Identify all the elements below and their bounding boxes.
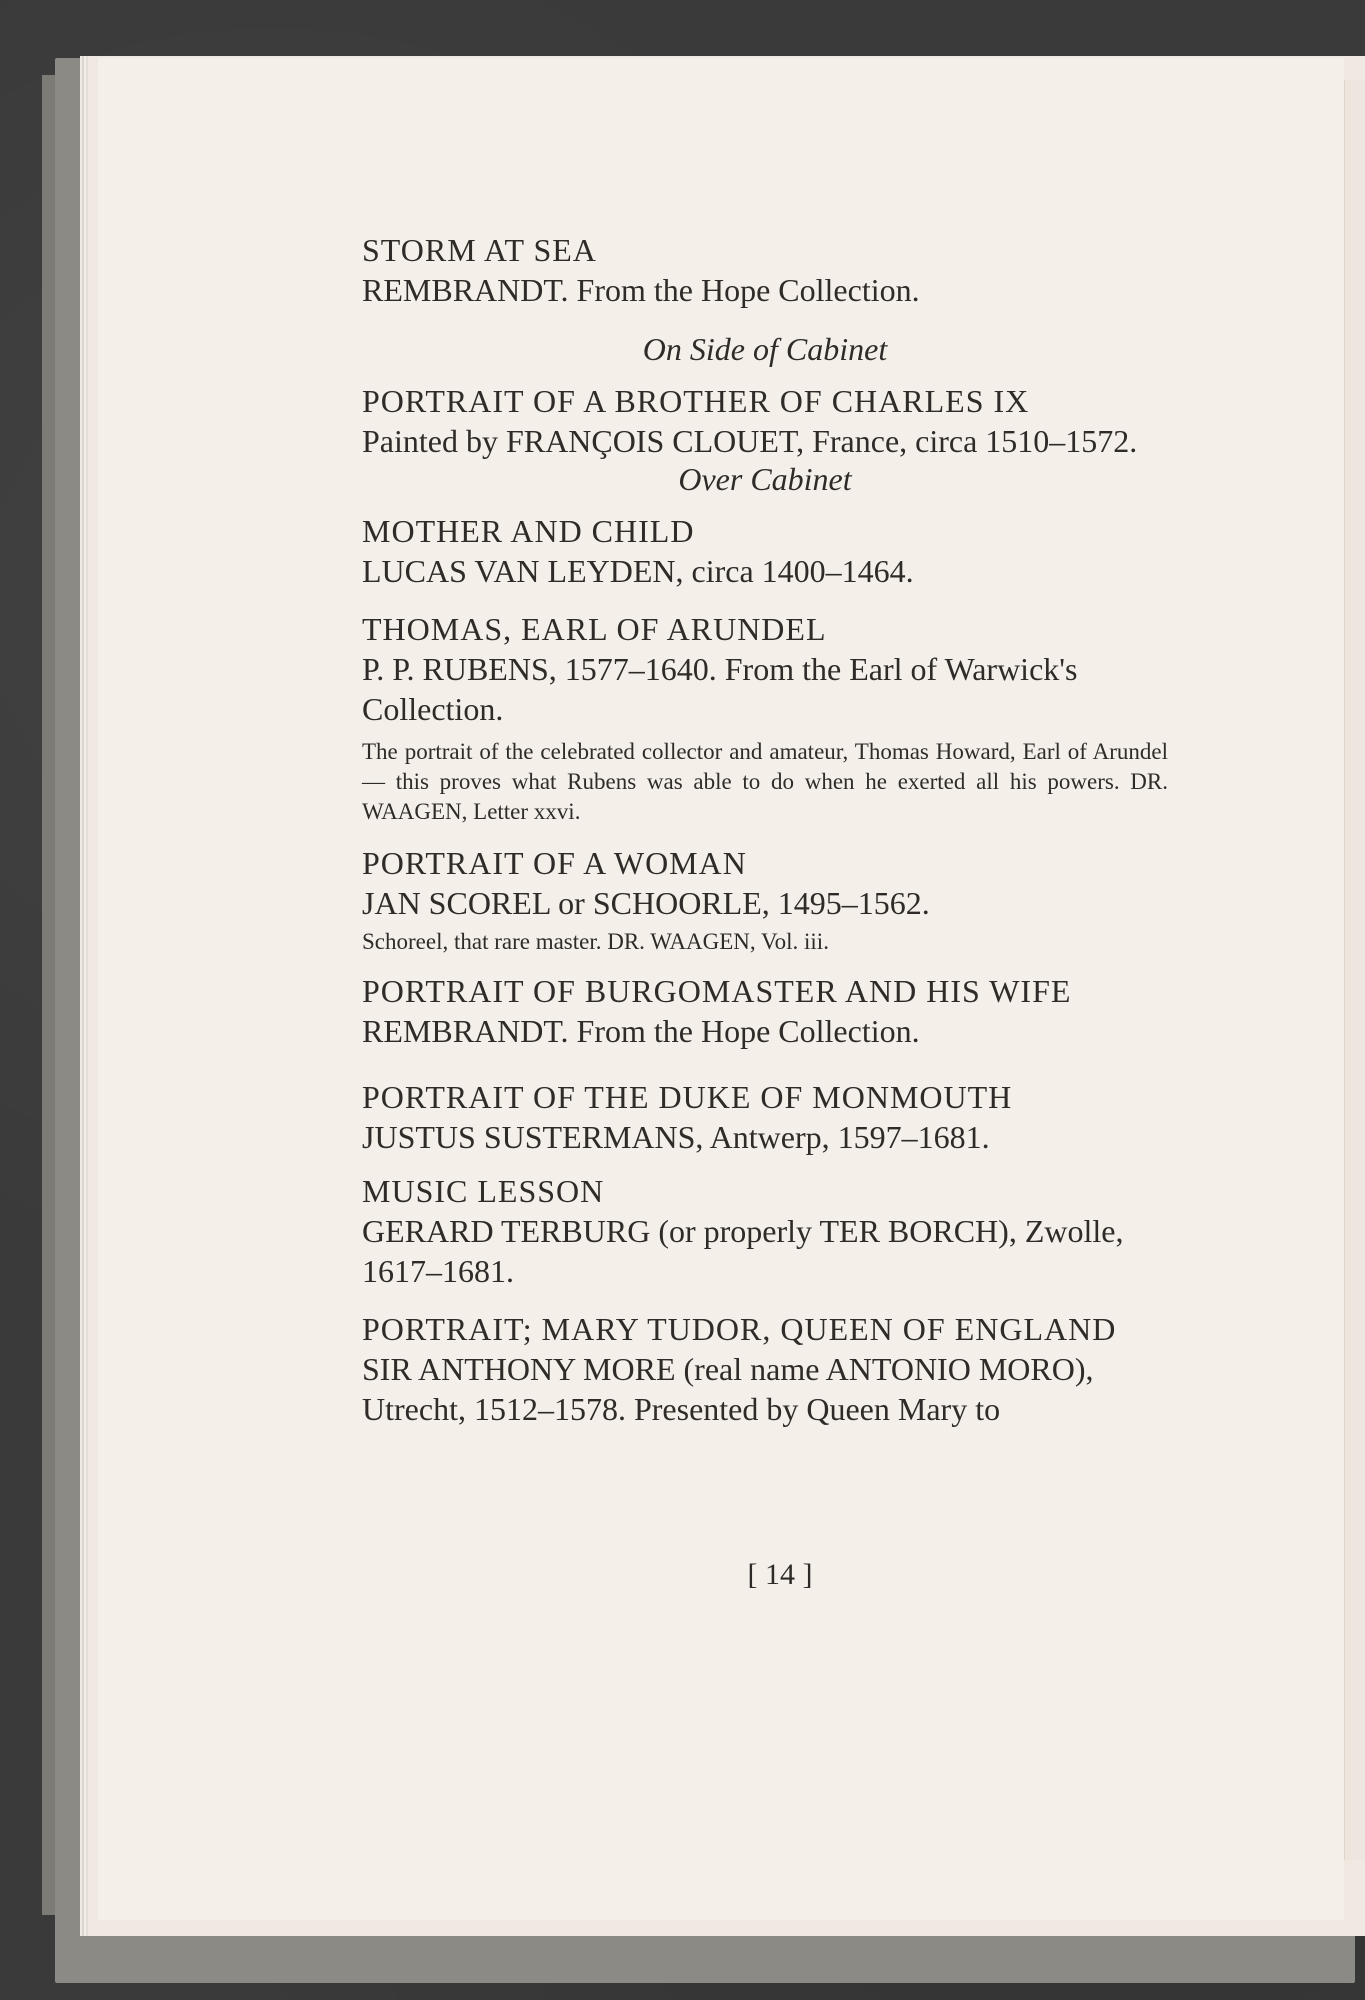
entry-title: STORM AT SEA [362,232,597,268]
entry-title: MUSIC LESSON [362,1173,605,1209]
entry-attribution: LUCAS VAN LEYDEN, circa 1400–1464. [362,553,914,589]
entry-attribution: JAN SCOREL or SCHOORLE, 1495–1562. [362,885,930,921]
entry-title: THOMAS, EARL OF ARUNDEL [362,611,827,647]
entry-attribution: Painted by FRANÇOIS CLOUET, France, circa 1510–1572. [362,423,1138,459]
entry-attribution: GERARD TERBURG (or properly TER BORCH), Zwolle, 1617–1681. [362,1213,1124,1289]
entry-note: The portrait of the celebrated collector and amateur, Thomas Howard, Earl of Arundel — this proves what Rubens was able to do when he exerted all his powers. DR. WAAGEN, Letter xxvi. [362,739,1168,824]
entry-attribution: REMBRANDT. From the Hope Collection. [362,1013,920,1049]
entry-title: PORTRAIT OF BURGOMASTER AND HIS WIFE [362,973,1072,1009]
entry-attribution: JUSTUS SUSTERMANS, Antwerp, 1597–1681. [362,1119,990,1155]
section-heading: Over Cabinet [678,461,852,497]
catalogue-text [362,230,1168,1429]
facing-page-edge [1344,80,1365,1860]
page-number: [ 14 ] [747,1558,813,1591]
entry-title: PORTRAIT OF THE DUKE OF MONMOUTH [362,1079,1013,1115]
entry-attribution: SIR ANTHONY MORE (real name ANTONIO MORO), Utrecht, 1512–1578. Presented by Queen Mary to [362,1351,1094,1427]
entry-title: PORTRAIT OF A WOMAN [362,845,747,881]
entry-title: MOTHER AND CHILD [362,513,695,549]
section-heading: On Side of Cabinet [642,331,888,367]
entry-title: PORTRAIT; MARY TUDOR, QUEEN OF ENGLAND [362,1311,1117,1347]
entry-note: Schoreel, that rare master. DR. WAAGEN, Vol. iii. [362,929,829,954]
entry-attribution: REMBRANDT. From the Hope Collection. [362,272,920,308]
entry-title: PORTRAIT OF A BROTHER OF CHARLES IX [362,383,1030,419]
entry-attribution: P. P. RUBENS, 1577–1640. From the Earl of Warwick's Collection. [362,651,1078,727]
